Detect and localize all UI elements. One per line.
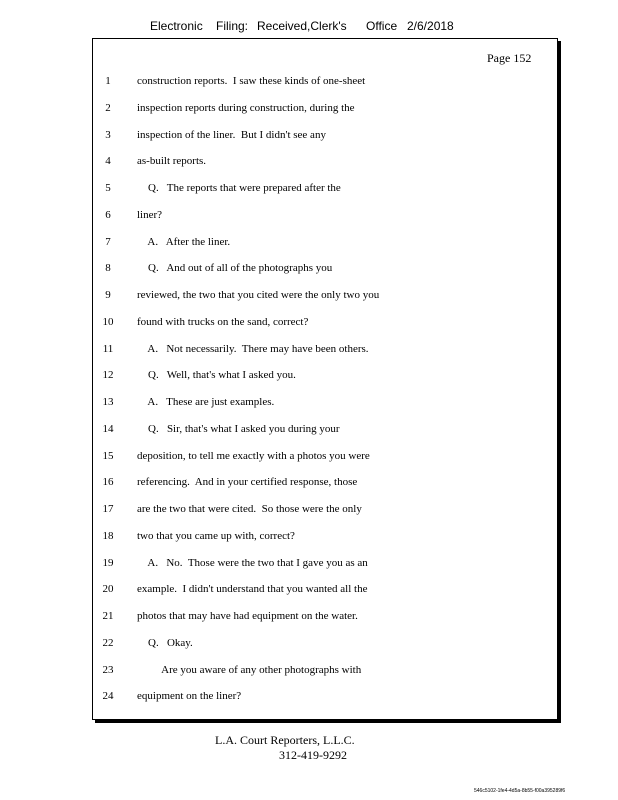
transcript-line: A. No. Those were the two that I gave you as an	[137, 557, 368, 569]
transcript-line: example. I didn't understand that you wanted all the	[137, 583, 368, 595]
filing-header-date: 2/6/2018	[407, 19, 454, 33]
line-number: 20	[102, 583, 114, 595]
line-number: 7	[105, 236, 111, 248]
document-id: 546c5102-1fe4-4d5a-8b55-f00a395289f6	[474, 788, 566, 794]
line-number: 2	[105, 102, 111, 114]
transcript-line: inspection of the liner. But I didn't see any	[137, 129, 326, 141]
transcript-line: referencing. And in your certified response, those	[137, 476, 358, 488]
line-number: 15	[102, 450, 114, 462]
filing-header-office: Office	[366, 19, 398, 33]
transcript-page	[92, 38, 558, 720]
transcript-line: equipment on the liner?	[137, 690, 242, 702]
transcript-line: as-built reports.	[137, 155, 207, 167]
transcript-line: two that you came up with, correct?	[137, 530, 295, 542]
transcript-line: Q. Sir, that's what I asked you during your	[137, 423, 340, 435]
line-number: 6	[105, 209, 111, 221]
line-number: 12	[102, 369, 114, 381]
transcript-line: Q. Okay.	[137, 637, 193, 649]
filing-header-electronic: Electronic	[150, 19, 203, 33]
transcript-line: photos that may have had equipment on the water.	[137, 610, 358, 622]
court-reporter-name: L.A. Court Reporters, L.L.C.	[215, 733, 355, 747]
transcript-line: Q. Well, that's what I asked you.	[137, 369, 296, 381]
line-number: 19	[102, 557, 114, 569]
line-number: 10	[102, 316, 114, 328]
line-number: 16	[102, 476, 114, 488]
transcript-line: found with trucks on the sand, correct?	[137, 316, 309, 328]
transcript-line: reviewed, the two that you cited were the only two you	[137, 289, 380, 301]
line-number: 21	[102, 610, 114, 622]
filing-header-received: Received,Clerk's	[257, 19, 347, 33]
filing-header-filing: Filing:	[216, 19, 249, 33]
line-number: 5	[105, 182, 111, 194]
line-number: 9	[105, 289, 111, 301]
transcript-line: are the two that were cited. So those were the only	[137, 503, 362, 515]
transcript-line: Q. The reports that were prepared after the	[137, 182, 341, 194]
transcript-line: deposition, to tell me exactly with a photos you were	[137, 450, 370, 462]
transcript-line: Q. And out of all of the photographs you	[137, 262, 333, 274]
line-number: 14	[102, 423, 114, 435]
transcript-line: liner?	[137, 209, 163, 221]
line-number: 11	[102, 343, 114, 355]
line-number: 22	[102, 637, 114, 649]
line-number: 18	[102, 530, 114, 542]
transcript-line: construction reports. I saw these kinds of one-sheet	[137, 75, 366, 87]
line-number: 24	[102, 690, 114, 702]
court-reporter-phone: 312-419-9292	[279, 748, 347, 762]
line-number: 17	[102, 503, 114, 515]
line-number: 3	[105, 129, 111, 141]
line-number: 8	[105, 262, 111, 274]
transcript-line: A. Not necessarily. There may have been others.	[137, 343, 369, 355]
page-number: Page 152	[487, 51, 532, 65]
transcript-line: A. After the liner.	[137, 236, 231, 248]
filing-header	[0, 19, 618, 35]
transcript-line: Are you aware of any other photographs with	[137, 664, 362, 676]
line-number: 4	[105, 155, 111, 167]
line-number: 13	[102, 396, 114, 408]
line-number: 23	[102, 664, 114, 676]
transcript-line: inspection reports during construction, during the	[137, 102, 355, 114]
line-number: 1	[105, 75, 111, 87]
transcript-line: A. These are just examples.	[137, 396, 275, 408]
